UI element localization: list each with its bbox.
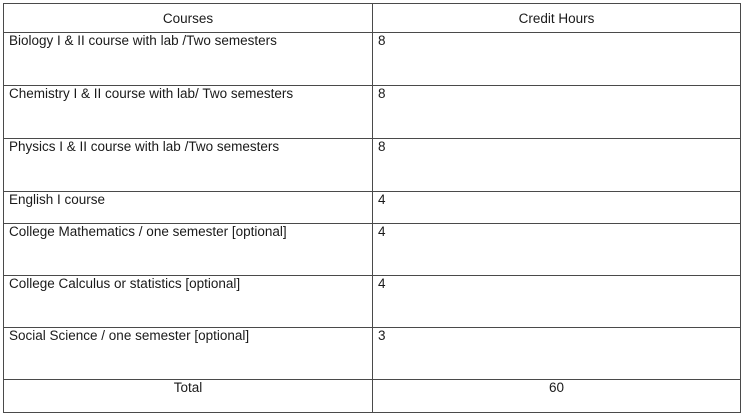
course-cell: Chemistry I & II course with lab/ Two semesters xyxy=(4,86,373,139)
course-cell: Social Science / one semester [optional] xyxy=(4,328,373,380)
hours-cell: 4 xyxy=(373,224,741,276)
total-row xyxy=(4,380,741,413)
table-row xyxy=(4,328,741,380)
course-cell: Physics I & II course with lab /Two semesters xyxy=(4,139,373,192)
hours-cell: 3 xyxy=(373,328,741,380)
table-header-row xyxy=(4,4,741,33)
hours-cell: 4 xyxy=(373,192,741,224)
table-row xyxy=(4,139,741,192)
course-cell: English I course xyxy=(4,192,373,224)
credit-hours-header: Credit Hours xyxy=(373,4,741,33)
table-row xyxy=(4,33,741,86)
course-cell: Biology I & II course with lab /Two semesters xyxy=(4,33,373,86)
table-row xyxy=(4,86,741,139)
hours-cell: 8 xyxy=(373,86,741,139)
courses-header: Courses xyxy=(4,4,373,33)
total-label: Total xyxy=(4,380,373,413)
hours-cell: 8 xyxy=(373,139,741,192)
hours-cell: 8 xyxy=(373,33,741,86)
course-cell: College Calculus or statistics [optional] xyxy=(4,276,373,328)
table-row xyxy=(4,224,741,276)
credit-hours-table xyxy=(3,3,741,413)
hours-cell: 4 xyxy=(373,276,741,328)
table-row xyxy=(4,192,741,224)
total-hours: 60 xyxy=(373,380,741,413)
course-cell: College Mathematics / one semester [optional] xyxy=(4,224,373,276)
table-row xyxy=(4,276,741,328)
